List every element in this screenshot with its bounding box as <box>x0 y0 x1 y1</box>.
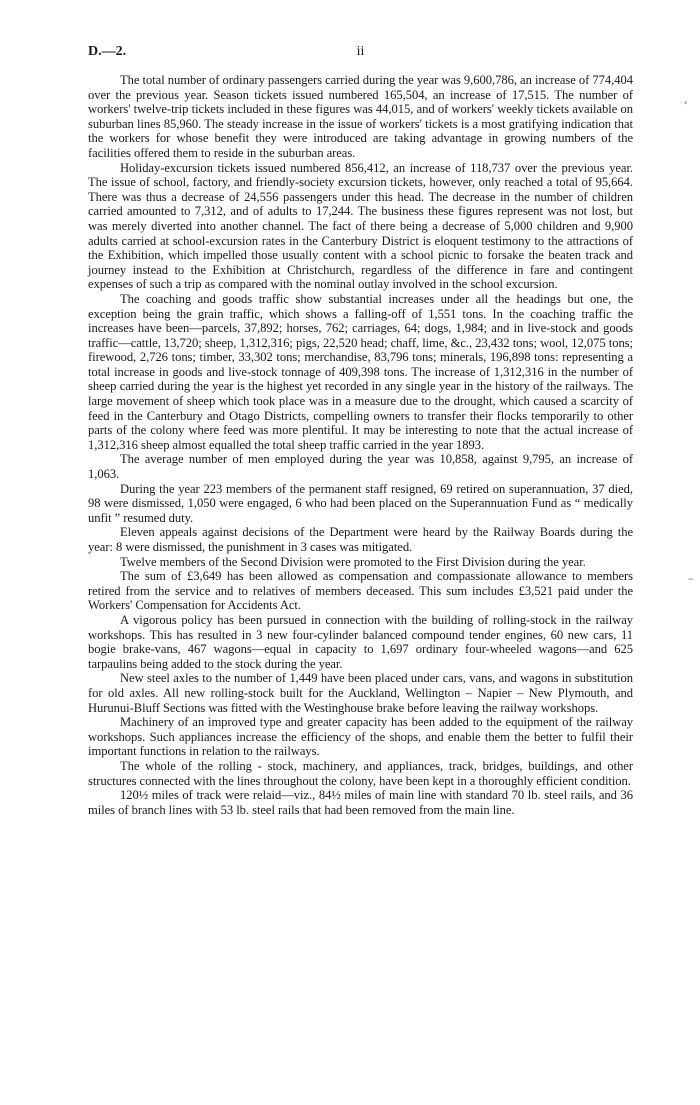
body-text <box>88 73 633 817</box>
margin-dash-mark: – <box>688 572 694 585</box>
page-header <box>88 44 633 62</box>
page-number: ii <box>356 44 365 59</box>
paragraph-passengers: The total number of ordinary passengers carried during the year was 9,600,786, an increase of 774,404 over the previous year. Season tickets issued numbered 165,504, an increase of 17,515. The number of workers' twelve-trip tickets included in these figures was 44,015, and of workers' weekly tickets available on suburban lines 85,960. The steady increase in the issue of workers' tickets is a most gratifying indication that the workers for whose benefit they were introduced are taking advantage in growing numbers of the facilities offered them to reside in the suburban areas. <box>88 73 633 160</box>
paragraph-coaching-goods-traffic: The coaching and goods traffic show substantial increases under all the headings but one, the exception being the grain traffic, which shows a falling-off of 1,551 tons. In the coaching traffic the increases have been—parcels, 37,892; horses, 762; carriages, 64; dogs, 1,984; and in live-stock and goods traffic—cattle, 13,720; sheep, 1,312,316; pigs, 22,520 head; chaff, lime, &c., 23,432 tons; wool, 12,075 tons; firewood, 2,726 tons; timber, 33,302 tons; merchandise, 83,796 tons; minerals, 196,898 tons: representing a total increase in goods and live-stock tonnage of 409,398 tons. The increase of 1,312,316 in the number of sheep carried during the year is the highest yet recorded in any single year in the history of the railways. The large movement of sheep which took place was in a measure due to the drought, which caused a scarcity of feed in the Canterbury and Otago Districts, compelling owners to transfer their flocks temporarily to other parts of the colony where feed was more plentiful. It may be interesting to note that the actual increase of 1,312,316 sheep almost equalled the total sheep traffic carried in the year 1893. <box>88 291 633 452</box>
paragraph-appeals: Eleven appeals against decisions of the Department were heard by the Railway Boards during the year: 8 were dismissed, the punishment in 3 cases was mitigated. <box>88 525 633 554</box>
paragraph-track-relaid: 120½ miles of track were relaid—viz., 84½ miles of main line with standard 70 lb. steel rails, and 36 miles of branch lines with 53 lb. steel rails that had been removed from the main line. <box>88 788 633 817</box>
paragraph-promotions: Twelve members of the Second Division were promoted to the First Division during the year. <box>120 554 586 569</box>
paragraph-rolling-stock: A vigorous policy has been pursued in connection with the building of rolling-stock in the railway workshops. This has resulted in 3 new four-cylinder balanced compound tender engines, 60 new cars, 11 bogie brake-vans, 467 wagons—equal in capacity to 1,697 ordinary four-wheeled wagons—and 625 tarpaulins being added to the stock during the year. <box>88 612 633 671</box>
paragraph-excursion-tickets: Holiday-excursion tickets issued numbered 856,412, an increase of 118,737 over the previous year. The issue of school, factory, and friendly-society excursion tickets, however, only reached a total of 95,664. There was thus a decrease of 24,556 passengers under this head. The decrease in the number of children carried amounted to 7,312, and of adults to 17,244. The business these figures represent was not lost, but was merely diverted into another channel. The fact of there being a decrease of 5,000 children and 9,900 adults carried at school-excursion rates in the Canterbury District is eloquent testimony to the attractions of the Exhibition, which impelled those usually content with a school picnic to forsake the beaten track and journey instead to the Exhibition at Christchurch, regardless of the difference in fare and contingent expenses of such a trip as compared with the nominal outlay involved in the school excursion. <box>88 160 633 292</box>
paragraph-maintenance: The whole of the rolling - stock, machinery, and appliances, track, bridges, buildings, and other structures connected with the lines throughout the colony, have been kept in a thoroughly efficient condition. <box>88 758 633 788</box>
paragraph-compensation: The sum of £3,649 has been allowed as compensation and compassionate allowance to members retired from the service and to relatives of members deceased. This sum includes £3,521 paid under the Workers' Compensation for Accidents Act. <box>88 569 633 613</box>
paragraph-machinery: Machinery of an improved type and greater capacity has been added to the equipment of the railway workshops. Such appliances increase the efficiency of the shops, and enable them the better to fulfil their important functions in relation to the railways. <box>88 715 633 759</box>
margin-tick-mark: ˂ <box>683 100 689 113</box>
paragraph-steel-axles: New steel axles to the number of 1,449 have been placed under cars, vans, and wagons in substitution for old axles. All new rolling-stock built for the Auckland, Wellington – Napier – New Plymouth, and Hurunui-Bluff Sections was fitted with the Westinghouse brake before leaving the railway workshops. <box>88 671 633 715</box>
paragraph-staff-changes: During the year 223 members of the permanent staff resigned, 69 retired on superannuation, 37 died, 98 were dismissed, 1,050 were engaged, 6 who had been placed on the Superannuation Fund as “ medically unfit ” resumed duty. <box>88 481 633 525</box>
paragraph-men-employed: The average number of men employed during the year was 10,858, against 9,795, an increase of 1,063. <box>88 452 633 482</box>
document-reference: D.—2. <box>88 44 127 59</box>
